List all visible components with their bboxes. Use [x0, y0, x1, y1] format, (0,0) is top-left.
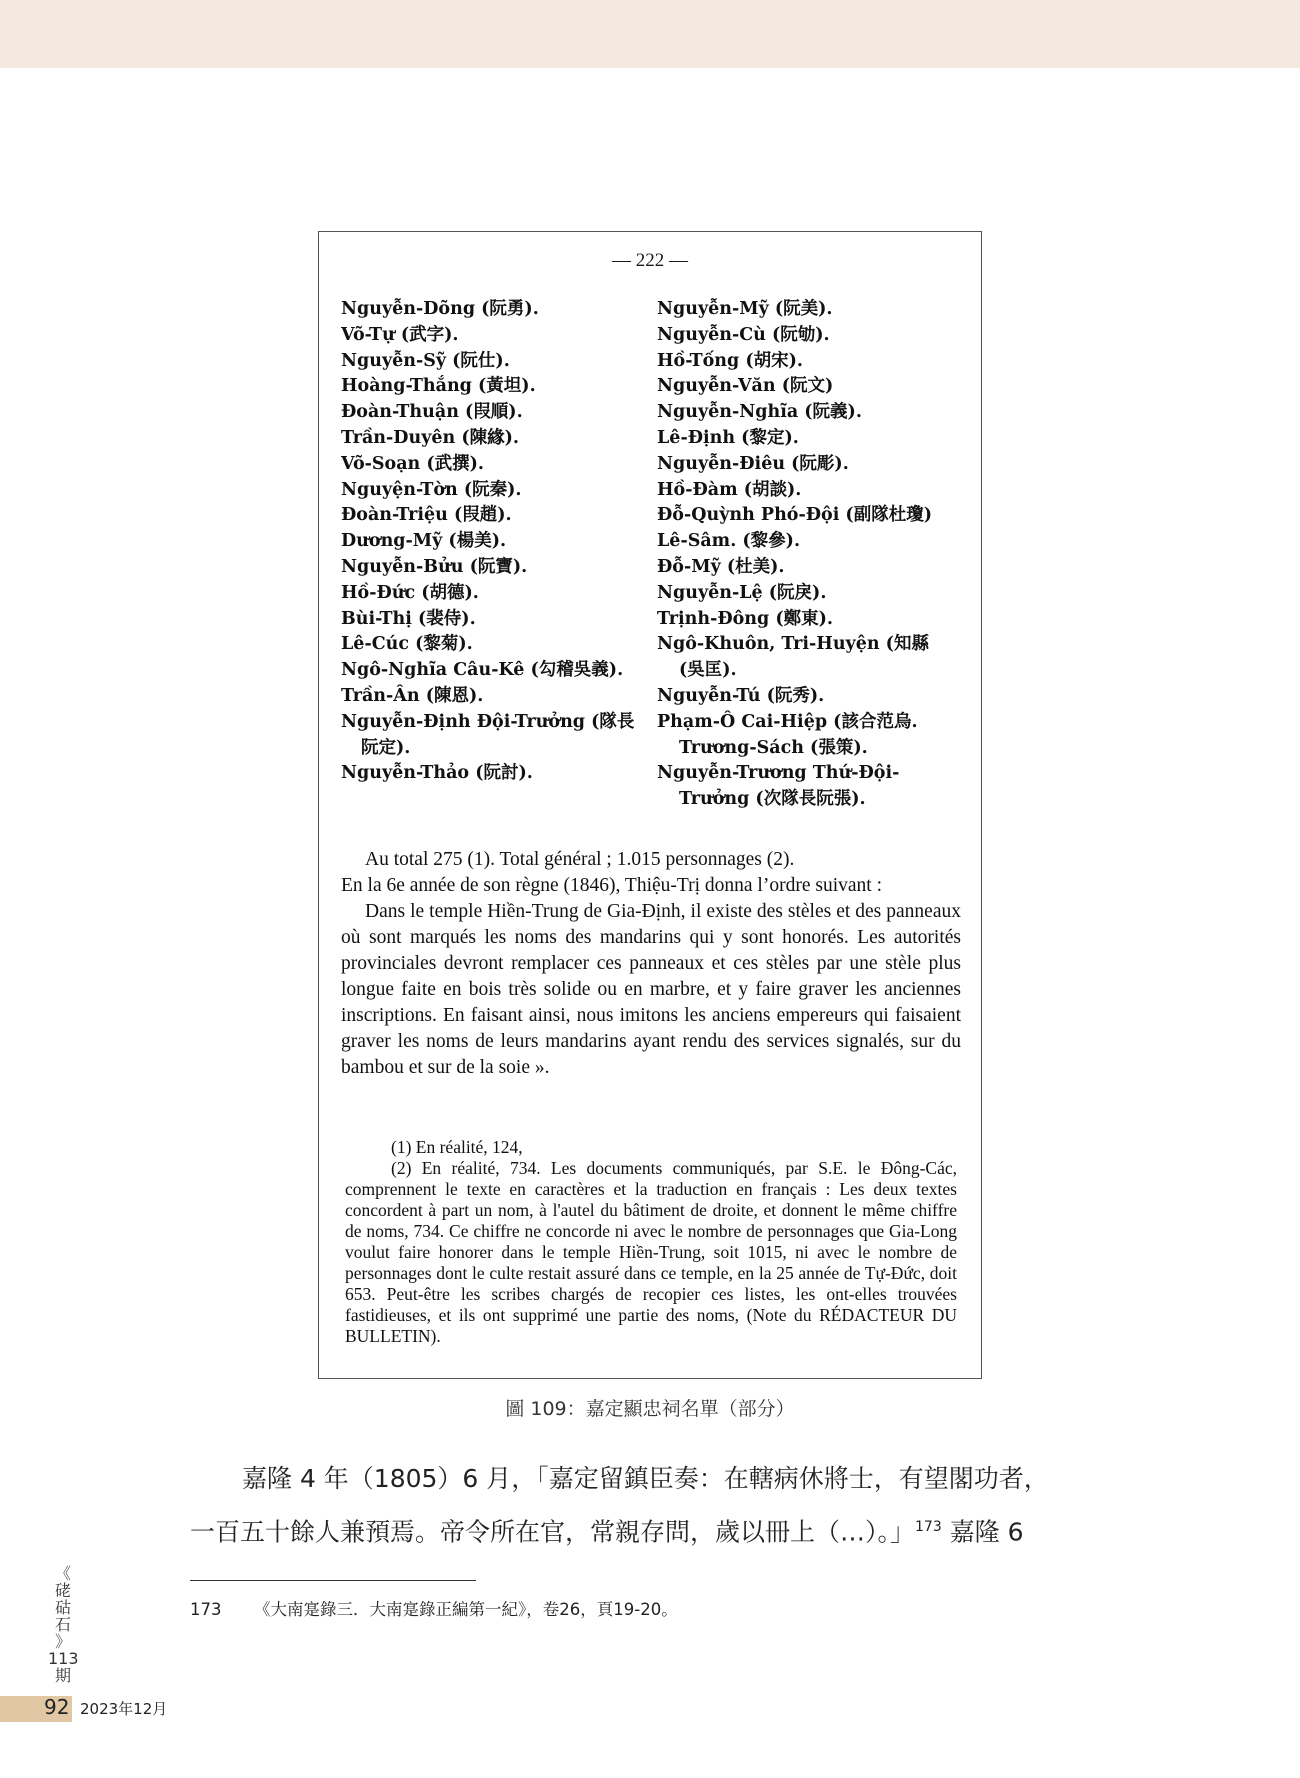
name-left: Võ-Soạn (武撰).: [341, 453, 485, 474]
name-right: Đỗ-Mỹ (杜美).: [657, 556, 785, 577]
name-row: [341, 323, 967, 349]
name-row: [341, 529, 967, 555]
name-left: [341, 787, 657, 813]
journal-name-char: 《: [54, 1564, 71, 1583]
name-right: Trưởng (次隊長阮張).: [679, 789, 866, 810]
name-left: Nguyễn-Bửu (阮寶).: [341, 556, 528, 577]
name-row: [341, 658, 967, 684]
name-right: Trương-Sách (張策).: [679, 737, 868, 758]
figure-caption: 圖 109：嘉定顯忠祠名單（部分）: [505, 1398, 795, 1420]
name-row: [341, 426, 967, 452]
name-row: [341, 684, 967, 710]
name-left: Võ-Tự (武字).: [341, 324, 459, 345]
footnote-number: 173: [190, 1600, 222, 1619]
name-left: Hoàng-Thắng (黃坦).: [341, 376, 536, 397]
name-left: Đoàn-Triệu (叚趙).: [341, 505, 512, 526]
journal-name-char: 𥑮: [54, 1598, 71, 1617]
name-row: [341, 607, 967, 633]
body-line-2: [190, 1503, 1110, 1556]
journal-name-char: 硓: [54, 1581, 71, 1600]
decree-quote: [341, 899, 961, 1081]
footnote-rule: [190, 1580, 476, 1581]
name-right: Nguyễn-Điêu (阮彫).: [657, 453, 849, 474]
footnote-173: [190, 1596, 1090, 1620]
name-right: Đỗ-Quỳnh Phó-Đội (副隊杜瓊): [657, 505, 932, 526]
name-left: Nguyễn-Dõng (阮勇).: [341, 299, 539, 319]
name-left: Bùi-Thị (裴侍).: [341, 608, 476, 629]
journal-issue-unit: 期: [54, 1666, 71, 1685]
name-right: Hồ-Đàm (胡談).: [657, 479, 802, 500]
footnote-text: 《大南寔錄三．大南寔錄正編第一紀》，卷26，頁19-20。: [254, 1600, 678, 1619]
body-paragraph: [190, 1455, 1110, 1556]
name-right: Nguyễn-Cù (阮劬).: [657, 324, 830, 345]
name-right: Nguyễn-Trương Thứ-Đội-: [657, 763, 900, 784]
scan-footnotes: [345, 1137, 957, 1347]
scan-note-2: [345, 1158, 957, 1347]
name-right: Lê-Sâm. (黎參).: [657, 531, 801, 552]
name-right: Nguyễn-Nghĩa (阮義).: [657, 402, 862, 423]
name-row: [341, 452, 967, 478]
body-line-2-text: 一百五十餘人兼預焉。帝令所在官，常親存問，歲以冊上（…）。」: [190, 1517, 916, 1547]
name-left: Nguyễn-Định Đội-Trưởng (隊長: [341, 711, 635, 732]
name-right: Nguyễn-Tú (阮秀).: [657, 685, 825, 706]
mandarin-name-list: [341, 297, 967, 813]
journal-issue: 113: [48, 1649, 79, 1668]
scan-note-1: (1) En réalité, 124,: [391, 1137, 523, 1157]
name-left: Lê-Cúc (黎菊).: [341, 634, 473, 655]
name-row: [341, 581, 967, 607]
journal-side-label: [48, 1565, 78, 1684]
name-row: [341, 555, 967, 581]
name-right: Hồ-Tống (胡宋).: [657, 350, 803, 371]
body-line-2-tail: 嘉隆 6: [941, 1517, 1024, 1547]
scan-body-text: [341, 847, 961, 1081]
name-row: [341, 761, 967, 787]
name-left: Nguyễn-Sỹ (阮仕).: [341, 350, 510, 371]
scan-page-number: — 222 —: [612, 250, 688, 271]
name-left: Trần-Ân (陳恩).: [341, 685, 484, 706]
name-right: Phạm-Ô Cai-Hiệp (該合范烏.: [657, 711, 918, 732]
name-row: [341, 297, 967, 323]
name-left: 阮定).: [361, 737, 411, 758]
name-right: Nguyễn-Mỹ (阮美).: [657, 299, 833, 319]
name-left: Hồ-Đức (胡德).: [341, 582, 479, 603]
issue-date: 2023年12月: [80, 1700, 168, 1718]
name-right: (吳匡).: [679, 660, 737, 681]
intro-line: En la 6e année de son règne (1846), Thiệu-Trị donna l’ordre suivant :: [341, 875, 882, 896]
name-row: [341, 736, 967, 762]
name-right: Ngô-Khuôn, Tri-Huyện (知縣: [657, 634, 929, 655]
name-right: Nguyễn-Lệ (阮戾).: [657, 582, 827, 603]
name-row: [341, 787, 967, 813]
journal-name-char: 》: [54, 1632, 71, 1651]
top-color-band: [0, 0, 1300, 68]
body-line-1: 嘉隆 4 年（1805）6 月，「嘉定留鎮臣奏：在轄病休將士，有望閣功者，: [242, 1464, 1049, 1493]
name-right: Nguyễn-Văn (阮文): [657, 376, 834, 397]
name-left: Trần-Duyên (陳緣).: [341, 427, 519, 448]
name-row: [341, 503, 967, 529]
name-row: [341, 478, 967, 504]
decree-quote-text: Dans le temple Hiền-Trung de Gia-Định, il existe des stèles et des panneaux où sont marqués les noms des mandarins qui y sont honorés. Les autorités provinciales devront remplacer ces panneaux et ces stèles par une stèle plus longue faite en bois très solide ou en marbre, et y faire graver les anciennes inscriptions. En faisant ainsi, nous imitons les anciens empereurs qui faisaient graver les noms de leurs mandarins ayant rendu des services signalés, sur du bambou et sur de la soie ».: [341, 901, 961, 1078]
name-left: Đoàn-Thuận (叚順).: [341, 402, 523, 423]
name-left: Nguyễn-Thảo (阮討).: [341, 763, 533, 784]
footnote-ref[interactable]: 173: [915, 1519, 942, 1535]
name-row: [341, 349, 967, 375]
name-right: Lê-Định (黎定).: [657, 427, 799, 448]
name-left: Nguyện-Tờn (阮秦).: [341, 479, 522, 500]
page-number: 92: [44, 1695, 70, 1719]
total-line: Au total 275 (1). Total général ; 1.015 personnages (2).: [365, 849, 795, 870]
name-row: [341, 710, 967, 736]
name-right: Trịnh-Đông (鄭東).: [657, 608, 833, 629]
name-row: [341, 632, 967, 658]
journal-name-char: 石: [54, 1615, 71, 1634]
name-row: [341, 374, 967, 400]
scan-note-2-text: (2) En réalité, 734. Les documents communiqués, par S.E. le Đông-Các, comprennent le texte en caractères et la traduction en français : Les deux textes concordent à part un nom, à l'autel du bâtiment de droite, et donnent le même chiffre de noms, 734. Ce chiffre ne concorde ni avec le nombre de personnages que Gia-Long voulut faire honorer dans le temple Hiền-Trung, soit 1015, ni avec le nombre de personnages dont le culte restait assuré dans ce temple, en la 25 année de Tự-Đức, doit 653. Peut-être les scribes chargés de recopier ces listes, les ont-elles trouvées fastidieuses, et ils ont supprimé une partie des noms, (Note du RÉDACTEUR DU BULLETIN).: [345, 1158, 957, 1346]
name-left: Ngô-Nghĩa Câu-Kê (勾稽吳義).: [341, 660, 624, 681]
name-row: [341, 400, 967, 426]
scanned-figure: [318, 231, 982, 1379]
name-left: Dương-Mỹ (楊美).: [341, 531, 507, 552]
